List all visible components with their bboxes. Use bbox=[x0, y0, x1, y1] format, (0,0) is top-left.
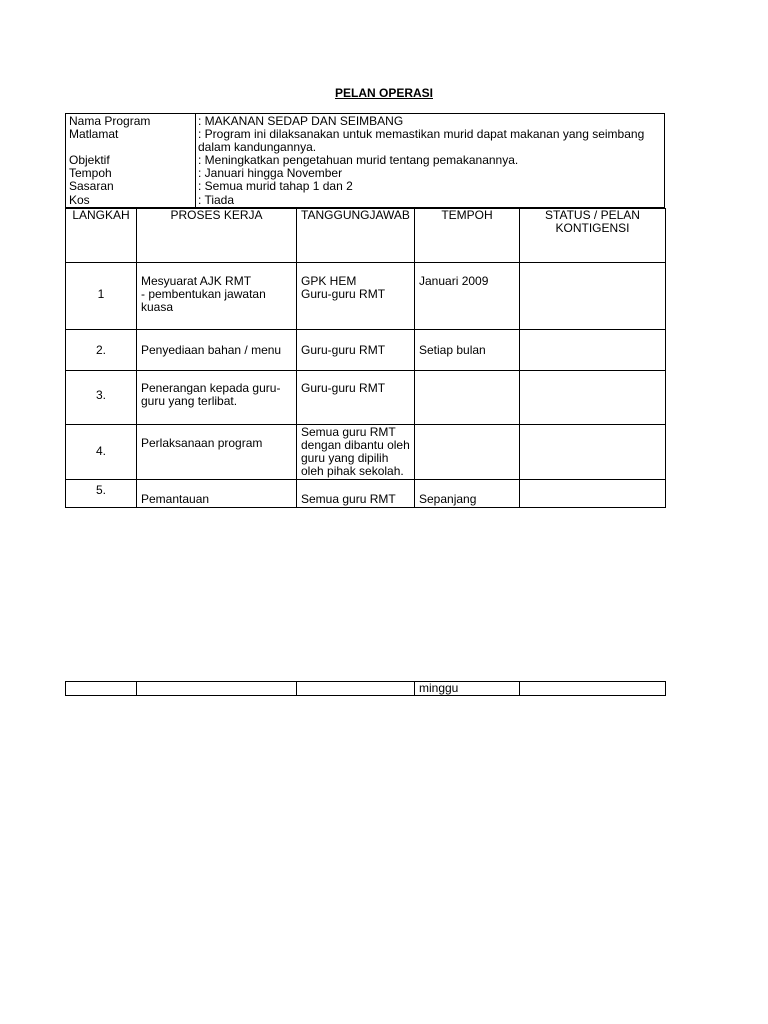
header-status-pelan bbox=[520, 209, 666, 263]
value-kos: : Tiada bbox=[198, 193, 235, 207]
value-sasaran: : Semua murid tahap 1 dan 2 bbox=[198, 179, 353, 193]
table-row bbox=[66, 371, 666, 425]
cell-proses-kerja bbox=[137, 371, 297, 425]
cell-line: dengan dibantu oleh bbox=[301, 438, 410, 452]
cell-status bbox=[520, 263, 666, 330]
table-row bbox=[66, 425, 666, 480]
cell-status bbox=[520, 330, 666, 371]
cell-langkah: 2. bbox=[66, 330, 137, 371]
cell-proses-kerja: Perlaksanaan program bbox=[137, 425, 297, 480]
page-title: PELAN OPERASI bbox=[334, 86, 433, 100]
table-row bbox=[66, 330, 666, 371]
cell-langkah: 5. bbox=[66, 480, 137, 508]
cell-tanggungjawab: Guru-guru RMT bbox=[297, 330, 415, 371]
label-nama-program: Nama Program bbox=[69, 114, 151, 128]
cell-langkah: 3. bbox=[66, 371, 137, 425]
continuation-table bbox=[65, 681, 666, 696]
header-status-line2: KONTIGENSI bbox=[555, 221, 630, 235]
cell-tempoh: Januari 2009 bbox=[415, 263, 520, 330]
cell-proses-kerja bbox=[137, 682, 297, 696]
label-tempoh: Tempoh bbox=[69, 166, 112, 180]
cell-status bbox=[520, 682, 666, 696]
cell-line: - pembentukan jawatan bbox=[141, 287, 266, 301]
cell-line: Semua guru RMT bbox=[301, 425, 396, 439]
operation-plan-table bbox=[65, 208, 666, 508]
cell-tempoh: minggu bbox=[415, 682, 520, 696]
cell-tempoh: Sepanjang bbox=[415, 480, 520, 508]
cell-line: oleh pihak sekolah. bbox=[301, 464, 404, 478]
cell-status bbox=[520, 480, 666, 508]
cell-langkah bbox=[66, 682, 137, 696]
cell-line: Penerangan kepada guru- bbox=[141, 381, 281, 395]
program-info-box bbox=[65, 113, 665, 208]
cell-tempoh bbox=[415, 371, 520, 425]
cell-langkah: 4. bbox=[66, 425, 137, 480]
cell-line: Guru-guru RMT bbox=[301, 287, 386, 301]
cell-proses-kerja: Penyediaan bahan / menu bbox=[137, 330, 297, 371]
cell-line: GPK HEM bbox=[301, 274, 357, 288]
cell-tanggungjawab bbox=[297, 682, 415, 696]
value-matlamat-cont: dalam kandungannya. bbox=[198, 140, 317, 154]
value-matlamat: : Program ini dilaksanakan untuk memastikan murid dapat makanan yang seimbang bbox=[198, 127, 645, 141]
cell-line: guru yang dipilih bbox=[301, 451, 389, 465]
cell-line: kuasa bbox=[141, 300, 174, 314]
cell-tempoh bbox=[415, 425, 520, 480]
header-tanggungjawab: TANGGUNGJAWAB bbox=[297, 209, 415, 263]
label-matlamat: Matlamat bbox=[69, 127, 119, 141]
cell-tempoh: Setiap bulan bbox=[415, 330, 520, 371]
cell-status bbox=[520, 425, 666, 480]
header-tempoh: TEMPOH bbox=[415, 209, 520, 263]
cell-tanggungjawab: Semua guru RMT bbox=[297, 480, 415, 508]
cell-line: guru yang terlibat. bbox=[141, 394, 238, 408]
label-objektif: Objektif bbox=[69, 153, 110, 167]
cell-tanggungjawab bbox=[297, 263, 415, 330]
value-tempoh: : Januari hingga November bbox=[198, 166, 343, 180]
cell-proses-kerja: Pemantauan bbox=[137, 480, 297, 508]
cell-proses-kerja bbox=[137, 263, 297, 330]
value-objektif: : Meningkatkan pengetahuan murid tentang pemakanannya. bbox=[198, 153, 519, 167]
cell-langkah: 1 bbox=[66, 263, 137, 330]
continuation-row bbox=[66, 682, 666, 696]
table-row bbox=[66, 263, 666, 330]
header-proses-kerja: PROSES KERJA bbox=[137, 209, 297, 263]
value-nama-program: : MAKANAN SEDAP DAN SEIMBANG bbox=[198, 114, 404, 128]
cell-line: Mesyuarat AJK RMT bbox=[141, 274, 252, 288]
cell-status bbox=[520, 371, 666, 425]
cell-tanggungjawab: Guru-guru RMT bbox=[297, 371, 415, 425]
label-sasaran: Sasaran bbox=[69, 179, 114, 193]
cell-tanggungjawab bbox=[297, 425, 415, 480]
label-kos: Kos bbox=[69, 193, 90, 207]
table-row bbox=[66, 480, 666, 508]
table-header-row bbox=[66, 209, 666, 263]
header-status-line1: STATUS / PELAN bbox=[545, 208, 640, 222]
header-langkah: LANGKAH bbox=[66, 209, 137, 263]
info-divider bbox=[195, 114, 196, 207]
